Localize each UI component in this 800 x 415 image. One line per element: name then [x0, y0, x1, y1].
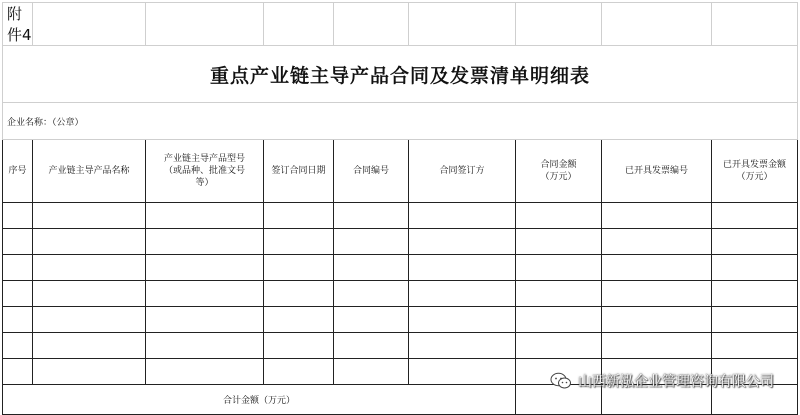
- column-header[interactable]: [334, 140, 409, 203]
- table-cell[interactable]: [602, 203, 712, 229]
- table-cell[interactable]: [409, 281, 516, 307]
- table-cell[interactable]: [146, 255, 264, 281]
- title-row: [3, 46, 798, 103]
- table-cell[interactable]: [409, 333, 516, 359]
- column-header-line: （万元）: [540, 172, 577, 182]
- header-row: [3, 140, 798, 203]
- table-cell[interactable]: [264, 333, 334, 359]
- table-cell[interactable]: [334, 255, 409, 281]
- column-header-line: 合同金额: [540, 160, 577, 170]
- table-cell[interactable]: [602, 281, 712, 307]
- table-cell[interactable]: [3, 359, 33, 385]
- column-header[interactable]: [409, 140, 516, 203]
- table-cell[interactable]: [33, 229, 146, 255]
- column-header-line: 序号: [8, 166, 27, 176]
- table-cell[interactable]: [334, 307, 409, 333]
- table-row: [3, 255, 798, 281]
- table-cell[interactable]: [712, 281, 798, 307]
- table-cell[interactable]: [264, 255, 334, 281]
- table-cell[interactable]: [516, 307, 602, 333]
- company-row: [3, 103, 798, 140]
- watermark-text: 山西新泓企业管理咨询有限公司: [578, 374, 774, 390]
- column-header-line: 产业链主导产品型号: [163, 154, 245, 164]
- total-amount-label[interactable]: 合计金额（万元）: [3, 385, 516, 415]
- table-row: [3, 281, 798, 307]
- table-row: [3, 203, 798, 229]
- table-cell[interactable]: [712, 255, 798, 281]
- table-cell[interactable]: [409, 203, 516, 229]
- table-cell[interactable]: [264, 281, 334, 307]
- table-cell[interactable]: [602, 255, 712, 281]
- table-cell[interactable]: [334, 229, 409, 255]
- table-cell[interactable]: [264, 229, 334, 255]
- table-cell[interactable]: [602, 307, 712, 333]
- table-cell[interactable]: [516, 203, 602, 229]
- table-cell[interactable]: [264, 203, 334, 229]
- table-cell[interactable]: [334, 333, 409, 359]
- column-header-line: 合同编号: [352, 166, 389, 176]
- table-cell[interactable]: [712, 307, 798, 333]
- table-cell[interactable]: [516, 281, 602, 307]
- column-header[interactable]: [33, 140, 146, 203]
- column-header[interactable]: [3, 140, 33, 203]
- table-cell[interactable]: [334, 281, 409, 307]
- watermark: [550, 371, 774, 391]
- table-cell[interactable]: [33, 281, 146, 307]
- table-cell[interactable]: [264, 307, 334, 333]
- table-cell[interactable]: [33, 359, 146, 385]
- table-cell[interactable]: [712, 333, 798, 359]
- table-cell[interactable]: [146, 229, 264, 255]
- table-cell[interactable]: [146, 307, 264, 333]
- column-header-line: （或品种、批准文号: [163, 166, 245, 176]
- company-name-label[interactable]: 企业名称：（公章）: [3, 103, 798, 140]
- column-header[interactable]: [146, 140, 264, 203]
- column-header-line: 等）: [195, 178, 214, 188]
- column-header-line: 产业链主导产品名称: [48, 166, 130, 176]
- table-cell[interactable]: [33, 307, 146, 333]
- table-cell[interactable]: [3, 281, 33, 307]
- table-cell[interactable]: [602, 229, 712, 255]
- table-cell[interactable]: [516, 255, 602, 281]
- table-cell[interactable]: [3, 203, 33, 229]
- column-header[interactable]: [712, 140, 798, 203]
- table-cell[interactable]: [33, 203, 146, 229]
- table-cell[interactable]: [3, 255, 33, 281]
- table-cell[interactable]: [409, 255, 516, 281]
- column-header[interactable]: [516, 140, 602, 203]
- table-row: [3, 307, 798, 333]
- table-cell[interactable]: [33, 255, 146, 281]
- page-title[interactable]: 重点产业链主导产品合同及发票清单明细表: [3, 46, 798, 103]
- table-cell[interactable]: [334, 359, 409, 385]
- table-cell[interactable]: [712, 229, 798, 255]
- table-cell[interactable]: [3, 333, 33, 359]
- table-cell[interactable]: [409, 359, 516, 385]
- attachment-row: [3, 3, 798, 46]
- column-header-line: 签订合同日期: [271, 166, 326, 176]
- table-cell[interactable]: [33, 333, 146, 359]
- spreadsheet-sheet: [2, 2, 797, 412]
- table-cell[interactable]: [409, 307, 516, 333]
- table-cell[interactable]: [602, 333, 712, 359]
- column-header-line: 合同签订方: [439, 166, 485, 176]
- attachment-label[interactable]: 附件4: [3, 3, 33, 46]
- column-header[interactable]: [602, 140, 712, 203]
- table-cell[interactable]: [516, 333, 602, 359]
- column-header-line: 已开具发票金额: [722, 160, 786, 170]
- table-cell[interactable]: [264, 359, 334, 385]
- table-cell[interactable]: [409, 229, 516, 255]
- wechat-icon: [550, 372, 572, 390]
- invoice-list-table: [2, 2, 798, 415]
- table-cell[interactable]: [334, 203, 409, 229]
- column-header[interactable]: [264, 140, 334, 203]
- table-cell[interactable]: [3, 307, 33, 333]
- table-cell[interactable]: [146, 359, 264, 385]
- table-row: [3, 333, 798, 359]
- table-cell[interactable]: [712, 203, 798, 229]
- table-cell[interactable]: [3, 229, 33, 255]
- column-header-line: 已开具发票编号: [624, 166, 688, 176]
- table-cell[interactable]: [516, 229, 602, 255]
- table-row: [3, 229, 798, 255]
- column-header-line: （万元）: [736, 172, 773, 182]
- table-cell[interactable]: [146, 281, 264, 307]
- table-cell[interactable]: [146, 203, 264, 229]
- table-cell[interactable]: [146, 333, 264, 359]
